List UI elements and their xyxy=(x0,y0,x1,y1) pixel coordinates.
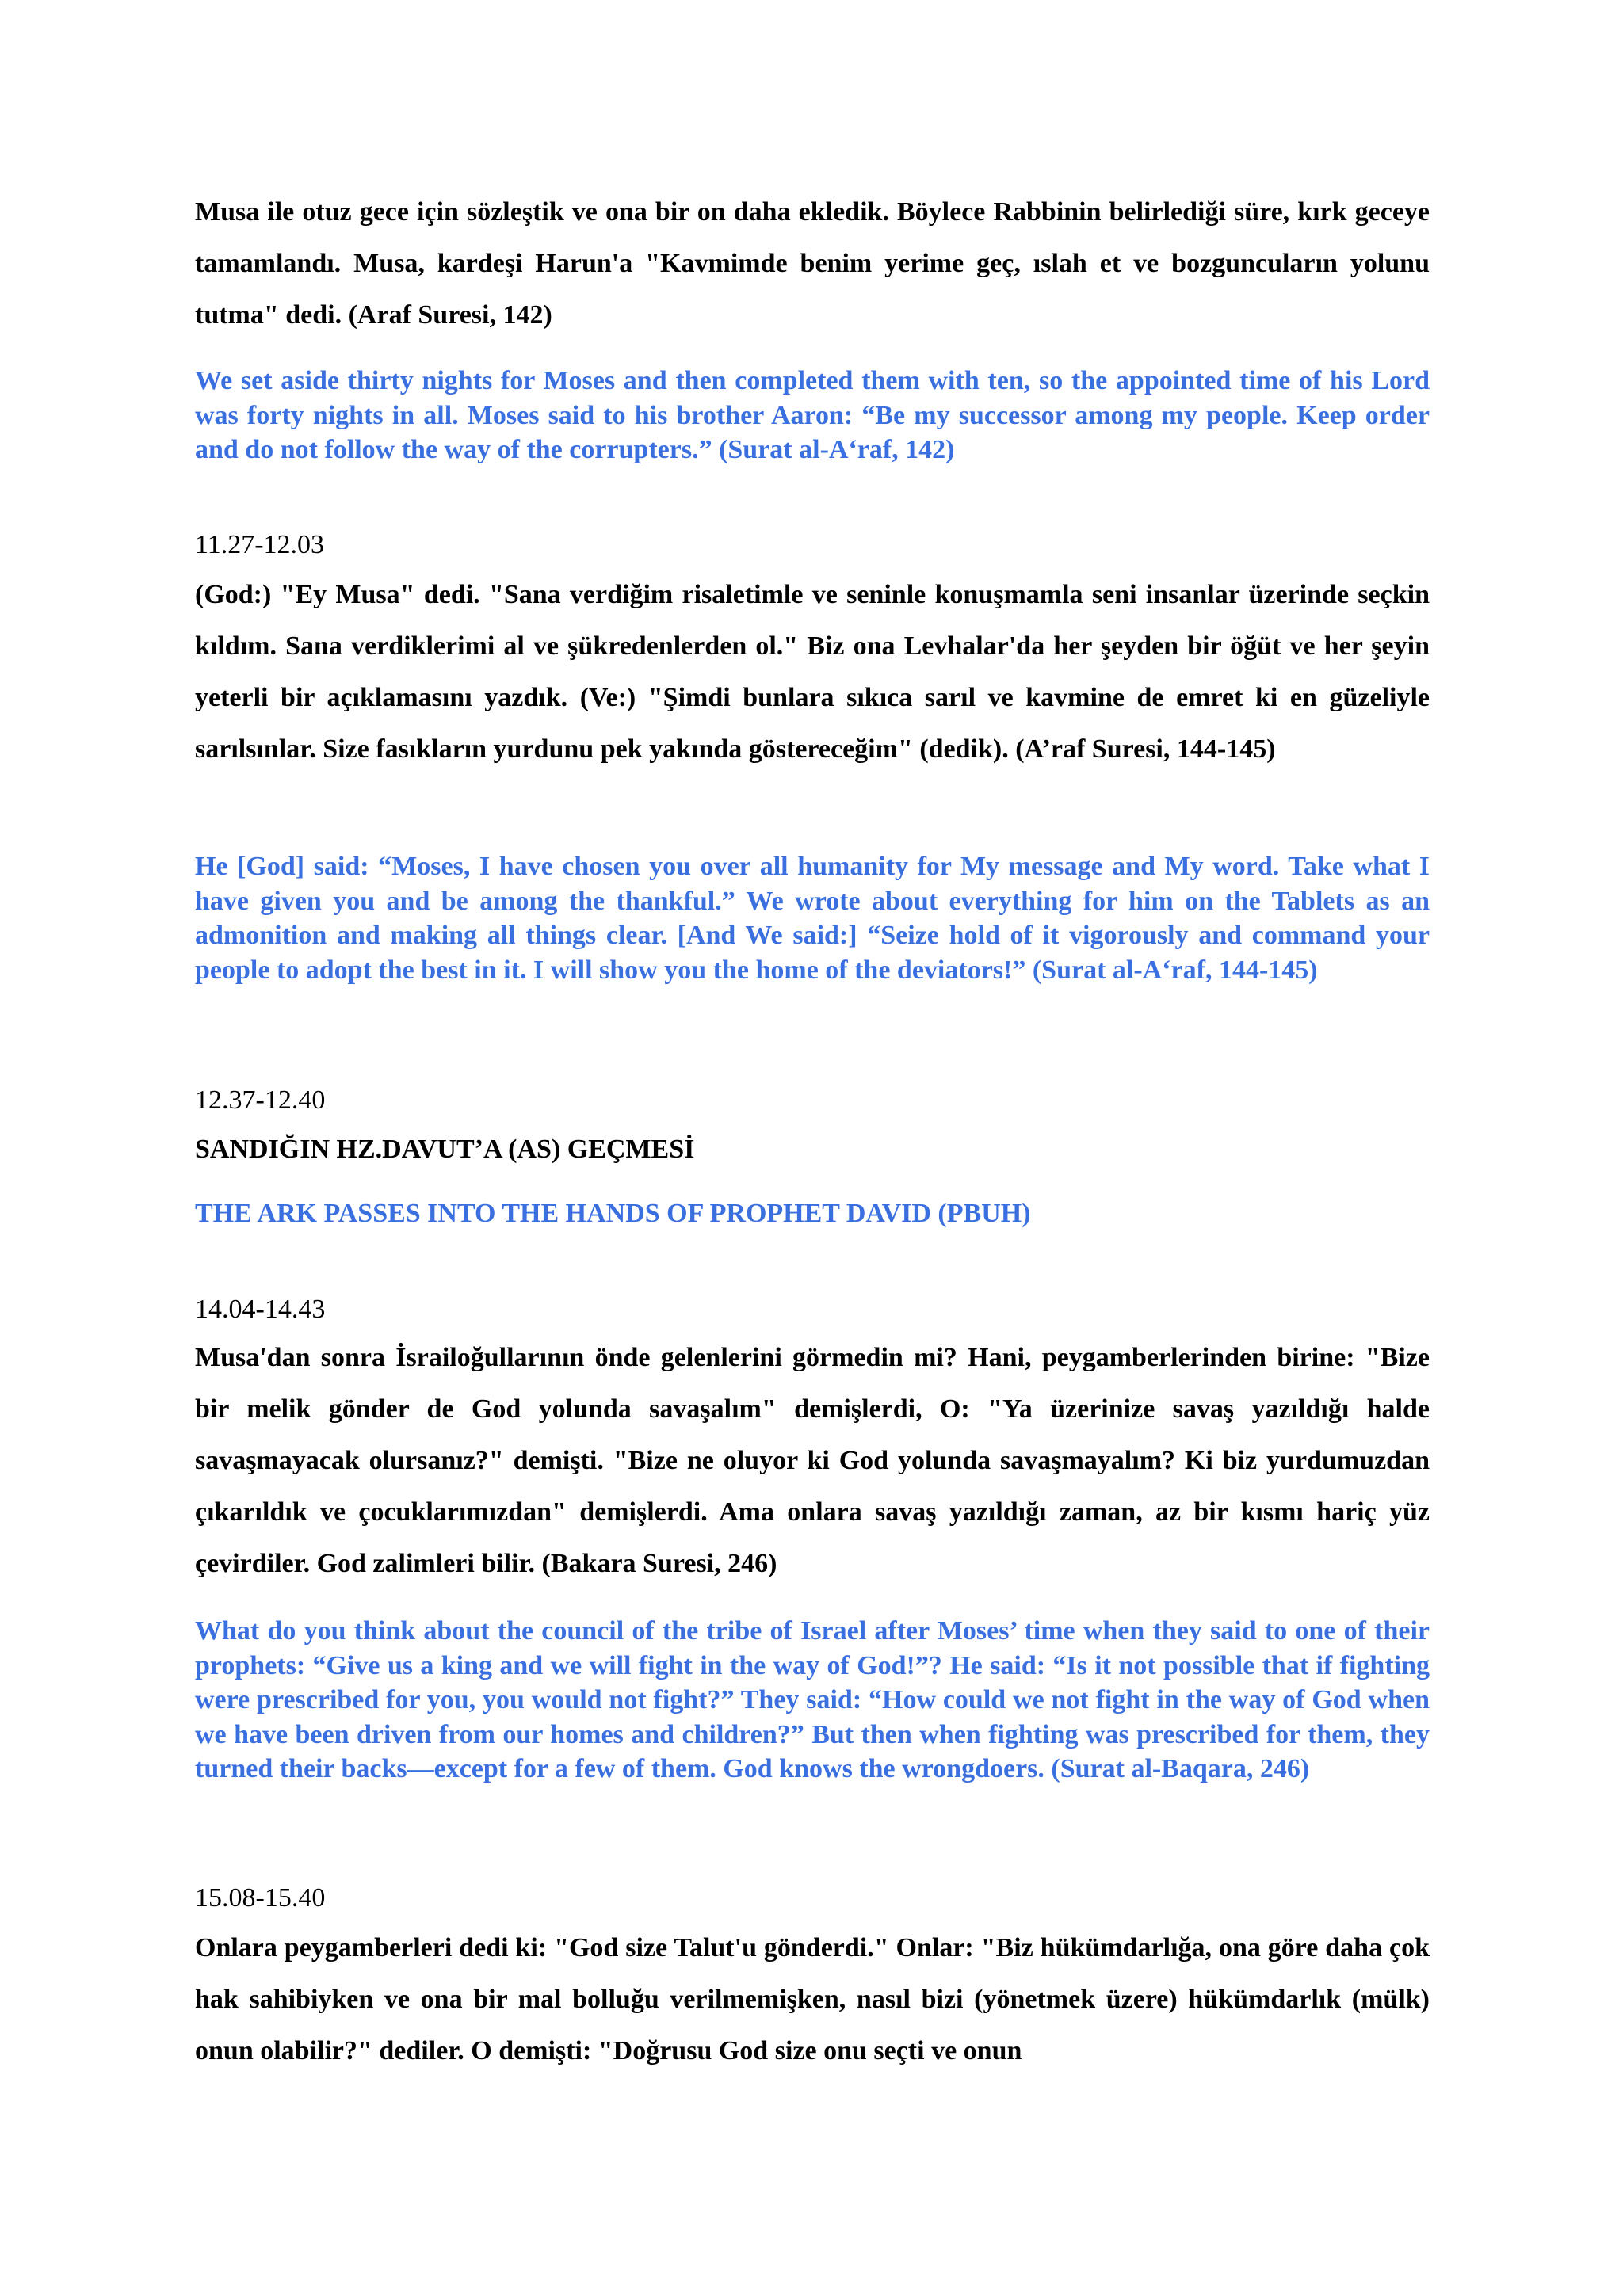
timestamp-14-04: 14.04-14.43 xyxy=(195,1295,326,1324)
turkish-passage-bakara-246: Musa'dan sonra İsrailoğullarının önde gelenlerini görmedin mi? Hani, peygamberlerinden birine: "Bize bir melik gönder de God yolunda savaşalım" demişlerdi, O: "Ya üzerinize savaş yazıldığı halde savaşmayacak olursanız?" demişti. "Bize ne oluyor ki God yolunda savaşmayalım? Ki biz yurdumuzdan çıkarıldık ve çocuklarımızdan" demişlerdi. Ama onlara savaş yazıldığı zaman, az bir kısmı hariç yüz çevirdiler. God zalimleri bilir. (Bakara Suresi, 246) xyxy=(195,1343,1430,1578)
timestamp-12-37: 12.37-12.40 xyxy=(195,1085,326,1115)
timestamp-15-08: 15.08-15.40 xyxy=(195,1883,326,1913)
english-passage-baqara-246: What do you think about the council of the tribe of Israel after Moses’ time when they said to one of their prophets: “Give us a king and we will fight in the way of God!”? He said: “Is it not possible that if fighting were prescribed for you, you would not fight?” They said: “How could we not fight in the way of God when we have been driven from our homes and children?” But then when fighting was prescribed for them, they turned their backs—except for a few of them. God knows the wrongdoers. (Surat al-Baqara, 246) xyxy=(195,1616,1430,1783)
section-heading-english: THE ARK PASSES INTO THE HANDS OF PROPHET DAVID (PBUH) xyxy=(195,1199,1031,1228)
english-passage-araf-144-145: He [God] said: “Moses, I have chosen you over all humanity for My message and My word. Take what I have given you and be among the thankful.” We wrote about everything for him on the Tablets as an admonition and making all things clear. [And We said:] “Seize hold of it vigorously and command your people to adopt the best in it. I will show you the home of the deviators!” (Surat al-A‘raf, 144-145) xyxy=(195,852,1430,985)
turkish-passage-araf-144-145: (God:) "Ey Musa" dedi. "Sana verdiğim risaletimle ve seninle konuşmamla seni insanlar üzerinde seçkin kıldım. Sana verdiklerimi al ve şükredenlerden ol." Biz ona Levhalar'da her şeyden bir öğüt ve her şeyin yeterli bir açıklamasını yazdık. (Ve:) "Şimdi bunlara sıkıca sarıl ve kavmine de emret ki en güzeliyle sarılsınlar. Size fasıkların yurdunu pek yakında göstereceğim" (dedik). (A’raf Suresi, 144-145) xyxy=(195,580,1430,764)
turkish-passage-araf-142: Musa ile otuz gece için sözleştik ve ona bir on daha ekledik. Böylece Rabbinin belirlediği süre, kırk geceye tamamlandı. Musa, kardeşi Harun'a "Kavmimde benim yerime geç, ıslah et ve bozguncuların yolunu tutma" dedi. (Araf Suresi, 142) xyxy=(195,197,1430,330)
english-passage-araf-142: We set aside thirty nights for Moses and then completed them with ten, so the appointed time of his Lord was forty nights in all. Moses said to his brother Aaron: “Be my successor among my people. Keep order and do not follow the way of the corrupters.” (Surat al-A‘raf, 142) xyxy=(195,366,1430,464)
timestamp-11-27: 11.27-12.03 xyxy=(195,530,325,559)
section-heading-turkish: SANDIĞIN HZ.DAVUT’A (AS) GEÇMESİ xyxy=(195,1135,695,1164)
turkish-passage-bakara-247: Onlara peygamberleri dedi ki: "God size Talut'u gönderdi." Onlar: "Biz hükümdarlığa, ona göre daha çok hak sahibiyken ve ona bir mal bolluğu verilmemişken, nasıl bizi (yönetmek üzere) hükümdarlık (mülk) onun olabilir?" dediler. O demişti: "Doğrusu God size onu seçti ve onun xyxy=(195,1933,1430,2065)
